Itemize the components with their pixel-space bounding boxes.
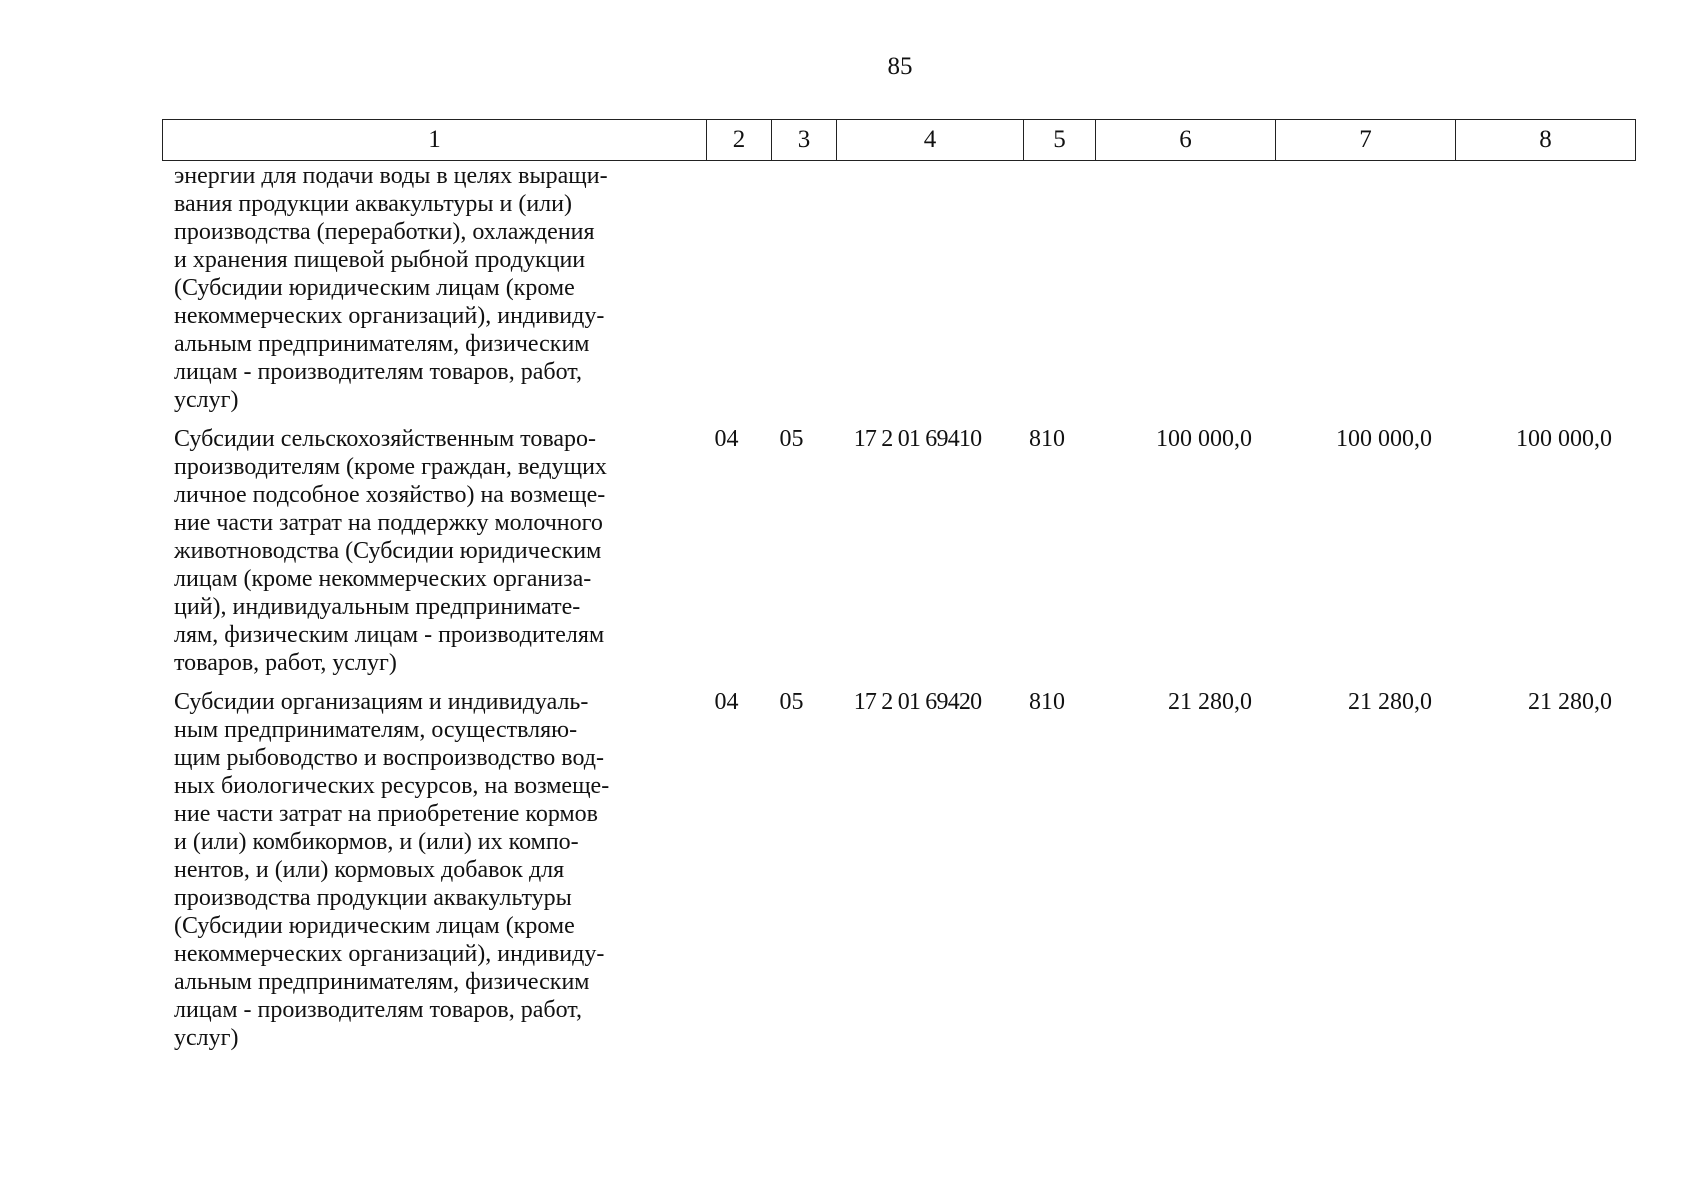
page-number: 85 — [887, 53, 913, 80]
description-line: ние части затрат на приобретение кормов — [174, 801, 598, 827]
description-line: услуг) — [174, 387, 239, 413]
description-line: товаров, работ, услуг) — [174, 650, 397, 676]
description-line: ций), индивидуальным предпринимате- — [174, 594, 581, 620]
description-line: Субсидии организациям и индивидуаль- — [174, 689, 589, 715]
subsection-code: 05 — [779, 689, 804, 715]
column-header-6: 6 — [1096, 120, 1276, 161]
column-header-2: 2 — [707, 120, 772, 161]
description-line: альным предпринимателям, физическим — [174, 969, 590, 995]
description-line: ных биологических ресурсов, на возмеще- — [174, 773, 610, 799]
description-line: (Субсидии юридическим лицам (кроме — [174, 275, 575, 301]
description-line: и хранения пищевой рыбной продукции — [174, 247, 586, 273]
description-line: услуг) — [174, 1025, 239, 1051]
description-line: некоммерческих организаций), индивиду- — [174, 941, 605, 967]
amount-col-7: 21 280,0 — [1348, 689, 1432, 715]
section-code: 04 — [714, 426, 739, 452]
expense-type-code: 810 — [1029, 689, 1065, 715]
row-description — [162, 688, 694, 1052]
description-line: Субсидии сельскохозяйственным товаро- — [174, 426, 596, 452]
description-line: личное подсобное хозяйство) на возмеще- — [174, 482, 606, 508]
column-header-5: 5 — [1024, 120, 1096, 161]
amount-col-7: 100 000,0 — [1336, 426, 1432, 452]
table-row — [162, 162, 1634, 414]
description-line: животноводства (Субсидии юридическим — [174, 538, 602, 564]
description-line: производителям (кроме граждан, ведущих — [174, 454, 607, 480]
description-line: производства продукции аквакультуры — [174, 885, 572, 911]
description-line: нентов, и (или) кормовых добавок для — [174, 857, 565, 883]
amount-col-8: 21 280,0 — [1528, 689, 1612, 715]
column-header-7: 7 — [1276, 120, 1456, 161]
description-line: альным предпринимателям, физическим — [174, 331, 590, 357]
table-body — [162, 162, 1634, 1063]
description-line: (Субсидии юридическим лицам (кроме — [174, 913, 575, 939]
table-row — [162, 425, 1634, 677]
row-description — [162, 425, 694, 677]
description-line: щим рыбоводство и воспроизводство вод- — [174, 745, 604, 771]
amount-col-8: 100 000,0 — [1516, 426, 1612, 452]
amount-col-6: 100 000,0 — [1156, 426, 1252, 452]
column-header-row — [163, 120, 1636, 161]
target-article-code: 17 2 01 69410 — [853, 426, 982, 452]
table-row — [162, 688, 1634, 1052]
amount-col-6: 21 280,0 — [1168, 689, 1252, 715]
row-description — [162, 162, 694, 414]
description-line: некоммерческих организаций), индивиду- — [174, 303, 605, 329]
expense-type-code: 810 — [1029, 426, 1065, 452]
target-article-code: 17 2 01 69420 — [853, 689, 982, 715]
section-code: 04 — [714, 689, 739, 715]
description-line: энергии для подачи воды в целях выращи- — [174, 163, 608, 189]
description-line: ным предпринимателям, осуществляю- — [174, 717, 578, 743]
description-line: ние части затрат на поддержку молочного — [174, 510, 603, 536]
description-line: и (или) комбикормов, и (или) их компо- — [174, 829, 579, 855]
description-line: лицам (кроме некоммерческих организа- — [174, 566, 592, 592]
column-header-table — [162, 119, 1636, 161]
column-header-1: 1 — [163, 120, 707, 161]
column-header-8: 8 — [1456, 120, 1636, 161]
column-header-3: 3 — [772, 120, 837, 161]
description-line: лям, физическим лицам - производителям — [174, 622, 605, 648]
description-line: вания продукции аквакультуры и (или) — [174, 191, 572, 217]
column-header-4: 4 — [837, 120, 1024, 161]
description-line: лицам - производителям товаров, работ, — [174, 997, 582, 1023]
subsection-code: 05 — [779, 426, 804, 452]
description-line: лицам - производителям товаров, работ, — [174, 359, 582, 385]
description-line: производства (переработки), охлаждения — [174, 219, 595, 245]
